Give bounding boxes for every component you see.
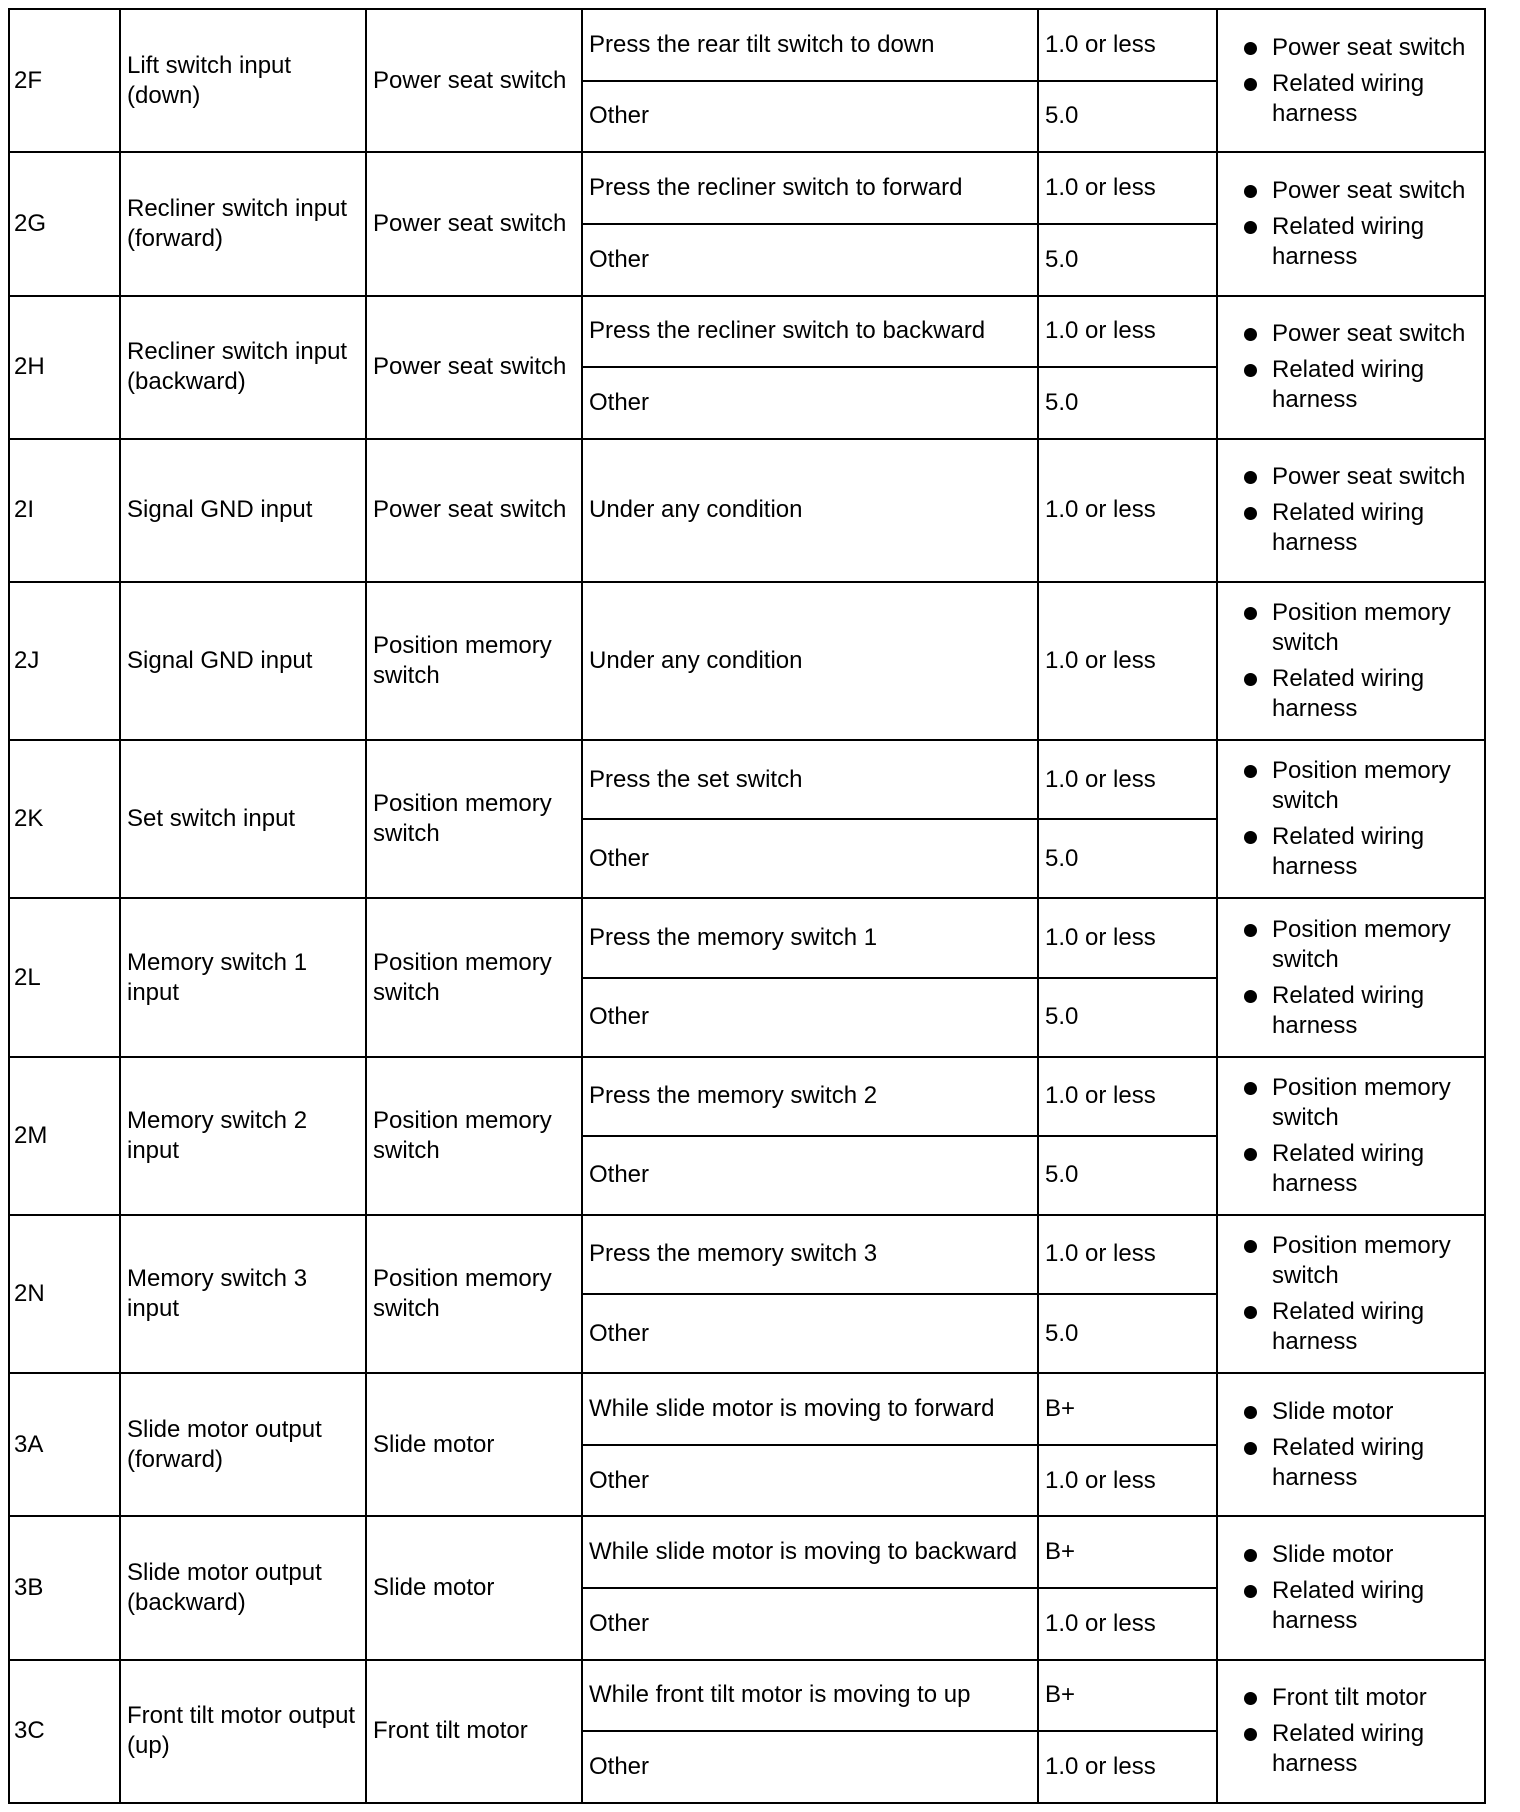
check-item (1224, 822, 1478, 882)
value-cell: 1.0 or less (1038, 582, 1217, 740)
check-items-cell (1217, 1516, 1485, 1659)
check-items-list (1224, 462, 1478, 558)
bullet-icon (1244, 1442, 1257, 1455)
terminal-cell: 2F (9, 9, 120, 152)
condition-cell: Other (582, 1294, 1038, 1373)
signal-cell: Front tilt motor output (up) (120, 1660, 366, 1803)
check-items-list (1224, 1540, 1478, 1636)
terminal-cell: 2G (9, 152, 120, 295)
check-items-cell (1217, 898, 1485, 1056)
table-row (9, 1057, 1485, 1136)
check-item-label: Related wiring harness (1272, 69, 1425, 127)
value-cell: 5.0 (1038, 1294, 1217, 1373)
signal-cell: Recliner switch input (backward) (120, 296, 366, 439)
condition-cell: Press the recliner switch to forward (582, 152, 1038, 224)
check-items-list (1224, 1231, 1478, 1357)
check-item-label: Position memory switch (1272, 599, 1451, 657)
condition-cell: Other (582, 1136, 1038, 1215)
bullet-icon (1244, 1306, 1257, 1319)
device-cell: Position memory switch (366, 1057, 582, 1215)
check-item-label: Related wiring harness (1272, 1433, 1425, 1491)
signal-cell: Slide motor output (backward) (120, 1516, 366, 1659)
terminal-cell: 3C (9, 1660, 120, 1803)
condition-cell: Other (582, 1731, 1038, 1803)
value-cell: 1.0 or less (1038, 1445, 1217, 1517)
check-items-list (1224, 1397, 1478, 1493)
check-item-label: Related wiring harness (1272, 665, 1425, 723)
table-row (9, 740, 1485, 819)
check-item (1224, 756, 1478, 816)
bullet-icon (1244, 1082, 1257, 1095)
check-item-label: Related wiring harness (1272, 1576, 1425, 1634)
check-item (1224, 598, 1478, 658)
device-cell: Slide motor (366, 1373, 582, 1516)
device-cell: Power seat switch (366, 152, 582, 295)
check-item (1224, 1073, 1478, 1133)
check-items-list (1224, 915, 1478, 1041)
check-item (1224, 1297, 1478, 1357)
condition-cell: Other (582, 224, 1038, 296)
table-row (9, 439, 1485, 582)
condition-cell: Press the rear tilt switch to down (582, 9, 1038, 81)
check-item-label: Related wiring harness (1272, 499, 1425, 557)
table-row (9, 152, 1485, 224)
bullet-icon (1244, 364, 1257, 377)
bullet-icon (1244, 765, 1257, 778)
table-row (9, 1373, 1485, 1445)
bullet-icon (1244, 607, 1257, 620)
device-cell: Power seat switch (366, 9, 582, 152)
value-cell: B+ (1038, 1660, 1217, 1732)
check-item-label: Related wiring harness (1272, 823, 1425, 881)
condition-cell: Press the memory switch 1 (582, 898, 1038, 977)
value-cell: 5.0 (1038, 978, 1217, 1057)
condition-cell: Press the memory switch 2 (582, 1057, 1038, 1136)
device-cell: Position memory switch (366, 582, 582, 740)
check-item (1224, 355, 1478, 415)
table-body (9, 9, 1485, 1803)
condition-cell: Under any condition (582, 439, 1038, 582)
terminal-cell: 3B (9, 1516, 120, 1659)
check-item (1224, 498, 1478, 558)
check-items-cell (1217, 296, 1485, 439)
signal-cell: Set switch input (120, 740, 366, 898)
device-cell: Front tilt motor (366, 1660, 582, 1803)
bullet-icon (1244, 1728, 1257, 1741)
device-cell: Position memory switch (366, 1215, 582, 1373)
bullet-icon (1244, 185, 1257, 198)
check-item (1224, 33, 1478, 63)
value-cell: B+ (1038, 1373, 1217, 1445)
terminal-cell: 3A (9, 1373, 120, 1516)
check-item (1224, 69, 1478, 129)
signal-cell: Memory switch 2 input (120, 1057, 366, 1215)
check-item (1224, 1576, 1478, 1636)
bullet-icon (1244, 924, 1257, 937)
device-cell: Position memory switch (366, 898, 582, 1056)
check-item-label: Power seat switch (1272, 176, 1466, 204)
bullet-icon (1244, 1240, 1257, 1253)
check-items-cell (1217, 152, 1485, 295)
check-item (1224, 212, 1478, 272)
device-cell: Power seat switch (366, 439, 582, 582)
value-cell: 5.0 (1038, 819, 1217, 898)
terminal-cell: 2H (9, 296, 120, 439)
check-item-label: Related wiring harness (1272, 356, 1425, 414)
signal-cell: Slide motor output (forward) (120, 1373, 366, 1516)
check-item (1224, 915, 1478, 975)
check-item-label: Related wiring harness (1272, 981, 1425, 1039)
table-row (9, 1660, 1485, 1732)
check-item (1224, 1139, 1478, 1199)
table-row (9, 1516, 1485, 1588)
value-cell: 1.0 or less (1038, 898, 1217, 977)
condition-cell: Press the set switch (582, 740, 1038, 819)
check-item-label: Power seat switch (1272, 463, 1466, 491)
value-cell: 1.0 or less (1038, 9, 1217, 81)
condition-cell: Other (582, 819, 1038, 898)
condition-cell: Other (582, 367, 1038, 439)
bullet-icon (1244, 221, 1257, 234)
terminal-cell: 2K (9, 740, 120, 898)
check-items-list (1224, 33, 1478, 129)
bullet-icon (1244, 990, 1257, 1003)
signal-cell: Signal GND input (120, 439, 366, 582)
condition-cell: Other (582, 1445, 1038, 1517)
check-item-label: Related wiring harness (1272, 1297, 1425, 1355)
value-cell: 1.0 or less (1038, 152, 1217, 224)
check-item (1224, 1719, 1478, 1779)
check-item-label: Related wiring harness (1272, 1720, 1425, 1778)
terminal-cell: 2I (9, 439, 120, 582)
signal-cell: Recliner switch input (forward) (120, 152, 366, 295)
check-item (1224, 981, 1478, 1041)
terminal-cell: 2L (9, 898, 120, 1056)
value-cell: 1.0 or less (1038, 439, 1217, 582)
signal-cell: Signal GND input (120, 582, 366, 740)
check-items-cell (1217, 1373, 1485, 1516)
condition-cell: Other (582, 81, 1038, 153)
check-item (1224, 462, 1478, 492)
bullet-icon (1244, 831, 1257, 844)
check-items-cell (1217, 740, 1485, 898)
value-cell: B+ (1038, 1516, 1217, 1588)
terminal-cell: 2M (9, 1057, 120, 1215)
signal-cell: Lift switch input (down) (120, 9, 366, 152)
check-item-label: Front tilt motor (1272, 1684, 1427, 1712)
value-cell: 1.0 or less (1038, 1588, 1217, 1660)
condition-cell: While slide motor is moving to forward (582, 1373, 1038, 1445)
signal-cell: Memory switch 1 input (120, 898, 366, 1056)
check-items-cell (1217, 1215, 1485, 1373)
check-item (1224, 664, 1478, 724)
bullet-icon (1244, 42, 1257, 55)
check-item-label: Power seat switch (1272, 320, 1466, 348)
condition-cell: Press the memory switch 3 (582, 1215, 1038, 1294)
bullet-icon (1244, 1549, 1257, 1562)
condition-cell: While front tilt motor is moving to up (582, 1660, 1038, 1732)
value-cell: 1.0 or less (1038, 296, 1217, 368)
check-items-cell (1217, 1660, 1485, 1803)
value-cell: 1.0 or less (1038, 740, 1217, 819)
condition-cell: Press the recliner switch to backward (582, 296, 1038, 368)
check-item (1224, 176, 1478, 206)
terminal-cell: 2J (9, 582, 120, 740)
bullet-icon (1244, 1585, 1257, 1598)
check-item (1224, 1683, 1478, 1713)
check-item-label: Slide motor (1272, 1397, 1394, 1425)
terminal-cell: 2N (9, 1215, 120, 1373)
check-items-list (1224, 319, 1478, 415)
condition-cell: Other (582, 1588, 1038, 1660)
signal-cell: Memory switch 3 input (120, 1215, 366, 1373)
bullet-icon (1244, 507, 1257, 520)
table-row (9, 898, 1485, 977)
device-cell: Slide motor (366, 1516, 582, 1659)
condition-cell: Under any condition (582, 582, 1038, 740)
check-item (1224, 1540, 1478, 1570)
check-items-cell (1217, 582, 1485, 740)
check-item-label: Slide motor (1272, 1540, 1394, 1568)
value-cell: 5.0 (1038, 1136, 1217, 1215)
check-items-list (1224, 1683, 1478, 1779)
check-items-list (1224, 598, 1478, 724)
condition-cell: Other (582, 978, 1038, 1057)
check-item (1224, 1433, 1478, 1493)
device-cell: Power seat switch (366, 296, 582, 439)
device-cell: Position memory switch (366, 740, 582, 898)
check-items-cell (1217, 9, 1485, 152)
check-item-label: Position memory switch (1272, 1073, 1451, 1131)
check-item-label: Related wiring harness (1272, 1139, 1425, 1197)
table-row (9, 9, 1485, 81)
bullet-icon (1244, 78, 1257, 91)
bullet-icon (1244, 1406, 1257, 1419)
check-item-label: Related wiring harness (1272, 212, 1425, 270)
condition-cell: While slide motor is moving to backward (582, 1516, 1038, 1588)
bullet-icon (1244, 673, 1257, 686)
check-item (1224, 319, 1478, 349)
check-item-label: Position memory switch (1272, 757, 1451, 815)
table-row (9, 296, 1485, 368)
value-cell: 1.0 or less (1038, 1215, 1217, 1294)
bullet-icon (1244, 328, 1257, 341)
check-item-label: Power seat switch (1272, 33, 1466, 61)
value-cell: 1.0 or less (1038, 1057, 1217, 1136)
bullet-icon (1244, 1692, 1257, 1705)
terminal-inspection-table (8, 8, 1486, 1804)
table-row (9, 1215, 1485, 1294)
check-items-cell (1217, 1057, 1485, 1215)
check-item-label: Position memory switch (1272, 1231, 1451, 1289)
check-item (1224, 1397, 1478, 1427)
check-item-label: Position memory switch (1272, 915, 1451, 973)
table-row (9, 582, 1485, 740)
value-cell: 5.0 (1038, 367, 1217, 439)
check-items-cell (1217, 439, 1485, 582)
check-items-list (1224, 756, 1478, 882)
bullet-icon (1244, 1148, 1257, 1161)
check-items-list (1224, 176, 1478, 272)
check-item (1224, 1231, 1478, 1291)
value-cell: 1.0 or less (1038, 1731, 1217, 1803)
bullet-icon (1244, 471, 1257, 484)
check-items-list (1224, 1073, 1478, 1199)
value-cell: 5.0 (1038, 81, 1217, 153)
value-cell: 5.0 (1038, 224, 1217, 296)
